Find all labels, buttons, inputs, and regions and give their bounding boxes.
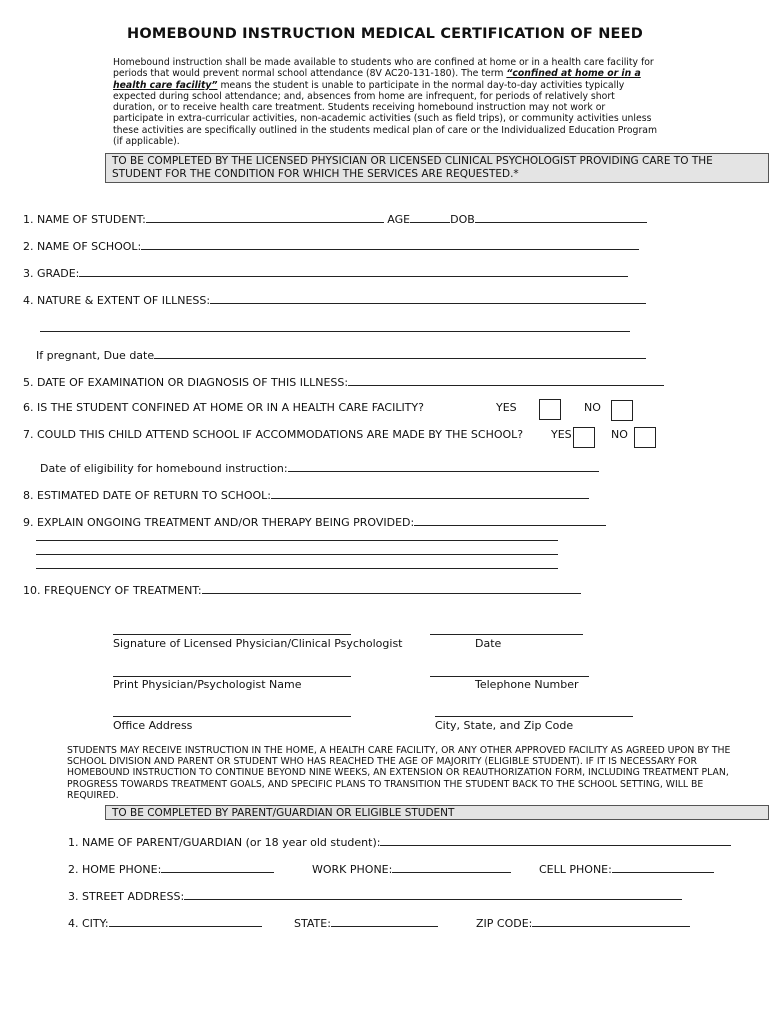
office-address-line[interactable]	[113, 716, 351, 717]
q8-label: 8. ESTIMATED DATE OF RETURN TO SCHOOL:	[23, 489, 271, 502]
p3-label: 3. STREET ADDRESS:	[68, 890, 185, 903]
illness-field[interactable]	[210, 292, 646, 304]
age-field[interactable]	[410, 211, 450, 223]
q5-label: 5. DATE OF EXAMINATION OR DIAGNOSIS OF THIS ILLNESS:	[23, 376, 349, 389]
q7-yes-checkbox[interactable]	[573, 427, 595, 448]
date-line[interactable]	[430, 634, 583, 635]
treatment-field[interactable]	[414, 514, 606, 526]
eligibility-row	[40, 460, 599, 475]
eligibility-label: Date of eligibility for homebound instruction:	[40, 462, 288, 475]
cell-phone-field[interactable]	[612, 861, 714, 873]
p4-state-row	[294, 915, 438, 930]
p4-zip-row	[476, 915, 690, 930]
p4-city-row	[68, 915, 262, 930]
work-phone-field[interactable]	[392, 861, 511, 873]
frequency-field[interactable]	[202, 582, 581, 594]
q7-label: 7. COULD THIS CHILD ATTEND SCHOOL IF ACCOMMODATIONS ARE MADE BY THE SCHOOL?	[23, 428, 524, 441]
p2-cell-label: CELL PHONE:	[539, 863, 612, 876]
q4-label: 4. NATURE & EXTENT OF ILLNESS:	[23, 294, 211, 307]
zip-code-field[interactable]	[532, 915, 690, 927]
q6-no-label: NO	[584, 401, 601, 414]
q6-no-checkbox[interactable]	[611, 400, 633, 421]
p4-zip-label: ZIP CODE:	[476, 917, 533, 930]
q1-student-name-row	[23, 211, 647, 226]
page-title: HOMEBOUND INSTRUCTION MEDICAL CERTIFICATION OF NEED	[127, 26, 643, 42]
telephone-label: Telephone Number	[475, 678, 579, 691]
q6-yes-label: YES	[496, 401, 517, 414]
q2-school-row	[23, 238, 639, 253]
city-field[interactable]	[109, 915, 262, 927]
pregnant-label: If pregnant, Due date	[36, 349, 155, 362]
q1-label: 1. NAME OF STUDENT:	[23, 213, 146, 226]
q5-exam-date-row	[23, 374, 664, 389]
eligibility-date-field[interactable]	[288, 460, 599, 472]
age-label: AGE	[387, 213, 411, 226]
q8-return-row	[23, 487, 589, 502]
school-name-field[interactable]	[141, 238, 639, 250]
q2-label: 2. NAME OF SCHOOL:	[23, 240, 142, 253]
q6-label: 6. IS THE STUDENT CONFINED AT HOME OR IN A HEALTH CARE FACILITY?	[23, 401, 424, 414]
q7-no-checkbox[interactable]	[634, 427, 656, 448]
print-name-label: Print Physician/Psychologist Name	[113, 678, 302, 691]
city-state-zip-line[interactable]	[435, 716, 633, 717]
due-date-field[interactable]	[154, 347, 646, 359]
p2-work-label: WORK PHONE:	[312, 863, 393, 876]
q3-grade-row	[23, 265, 628, 280]
treatment-field-line-3[interactable]	[36, 554, 558, 555]
q10-frequency-row	[23, 582, 581, 597]
p2-home-phone-row	[68, 861, 274, 876]
telephone-line[interactable]	[430, 676, 589, 677]
signature-label: Signature of Licensed Physician/Clinical Psychologist	[113, 637, 403, 650]
grade-field[interactable]	[79, 265, 628, 277]
q10-label: 10. FREQUENCY OF TREATMENT:	[23, 584, 202, 597]
treatment-field-line-2[interactable]	[36, 540, 558, 541]
intro-emphasis: “confined at home or in a health care facility”	[113, 68, 641, 91]
p2-home-label: 2. HOME PHONE:	[68, 863, 162, 876]
dob-field[interactable]	[475, 211, 647, 223]
state-field[interactable]	[331, 915, 438, 927]
p1-label: 1. NAME OF PARENT/GUARDIAN (or 18 year old student):	[68, 836, 381, 849]
physician-section-banner: TO BE COMPLETED BY THE LICENSED PHYSICIAN OR LICENSED CLINICAL PSYCHOLOGIST PROVIDING CARE TO THE STUDENT FOR THE CONDITION FOR WHICH THE SERVICES ARE REQUESTED.*	[105, 153, 769, 183]
parent-section-banner: TO BE COMPLETED BY PARENT/GUARDIAN OR ELIGIBLE STUDENT	[105, 805, 769, 820]
q3-label: 3. GRADE:	[23, 267, 80, 280]
student-name-field[interactable]	[146, 211, 384, 223]
office-address-label: Office Address	[113, 719, 193, 732]
treatment-field-line-4[interactable]	[36, 568, 558, 569]
print-name-line[interactable]	[113, 676, 351, 677]
home-phone-field[interactable]	[161, 861, 274, 873]
p4-city-label: 4. CITY:	[68, 917, 109, 930]
q7-yes-label: YES	[551, 428, 572, 441]
q7-no-label: NO	[611, 428, 628, 441]
street-address-field[interactable]	[184, 888, 682, 900]
parent-name-field[interactable]	[380, 834, 731, 846]
q9-label: 9. EXPLAIN ONGOING TREATMENT AND/OR THERAPY BEING PROVIDED:	[23, 516, 415, 529]
p4-state-label: STATE:	[294, 917, 331, 930]
q9-treatment-row	[23, 514, 606, 529]
q4-illness-row	[23, 292, 646, 307]
q6-yes-checkbox[interactable]	[539, 399, 561, 420]
p1-parent-name-row	[68, 834, 731, 849]
city-state-zip-label: City, State, and Zip Code	[435, 719, 574, 732]
illness-field-line-2[interactable]	[40, 331, 630, 332]
p2-cell-phone-row	[539, 861, 714, 876]
exam-date-field[interactable]	[348, 374, 664, 386]
p3-address-row	[68, 888, 682, 903]
p2-work-phone-row	[312, 861, 511, 876]
date-label: Date	[475, 637, 502, 650]
intro-paragraph: Homebound instruction shall be made available to students who are confined at home or in a health care facility for periods that would prevent normal school attendance (8V AC20-131-180). The term “confined at home or in a health care facility” means the student is unable to participate in the normal day-to-day activities typically expected during school attendance; and, absences from home are infrequent, for periods of relatively short duration, or to receive health care treatment. Students receiving homebound instruction may not work or participate in extra-curricular activities, non-academic activities (such as field trips), or community activities unless these activities are specifically outlined in the students medical plan of care or the Individualized Education Program (if applicable).	[113, 57, 658, 148]
notice-paragraph: STUDENTS MAY RECEIVE INSTRUCTION IN THE HOME, A HEALTH CARE FACILITY, OR ANY OTHER APPROVED FACILITY AS AGREED UPON BY THE SCHOOL DIVISION AND PARENT OR STUDENT WHO HAS REACHED THE AGE OF MAJORITY (ELIGIBLE STUDENT). IF IT IS NECESSARY FOR HOMEBOUND INSTRUCTION TO CONTINUE BEYOND NINE WEEKS, AN EXTENSION OR REAUTHORIZATION FORM, INCLUDING TREATMENT PLAN, PROGRESS TOWARDS TREATMENT GOALS, AND SPECIFIC PLANS TO TRANSITION THE STUDENT BACK TO THE SCHOOL SETTING, WILL BE REQUIRED.	[67, 745, 731, 801]
signature-line[interactable]	[113, 634, 351, 635]
dob-label: DOB	[450, 213, 475, 226]
return-date-field[interactable]	[271, 487, 589, 499]
pregnant-row	[36, 347, 646, 362]
